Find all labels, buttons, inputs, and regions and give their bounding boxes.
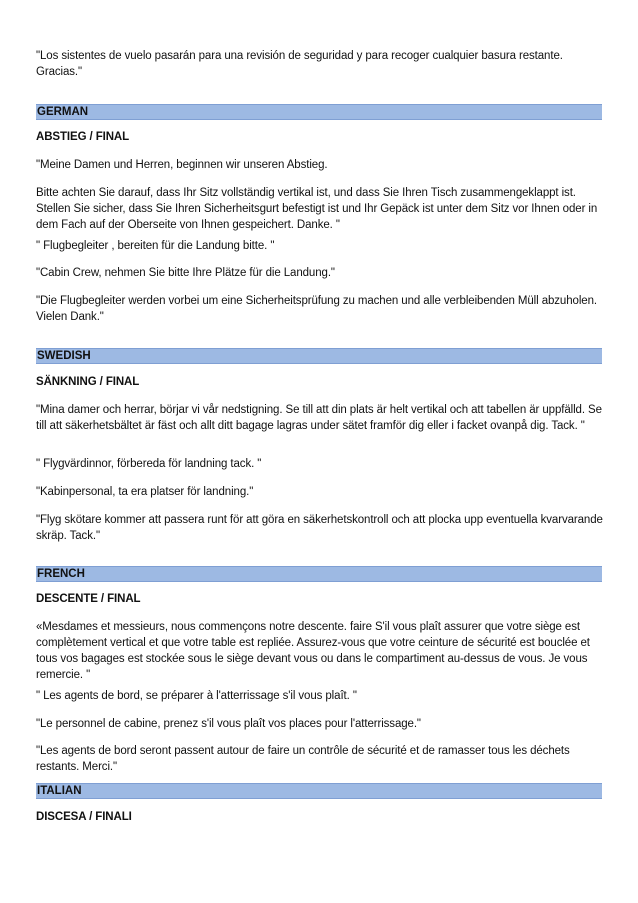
french-paragraph-3: "Le personnel de cabine, prenez s'il vous plaît vos places pour l'atterrissage." bbox=[36, 718, 421, 730]
french-paragraph-1: «Mesdames et messieurs, nous commençons notre descente. faire S'il vous plaît assurer que votre siège est complètement vertical et que votre table est repliée. Assurez-vous que votre ceinture de sécurité est bouclée et tous vos bagages est stockée sous le siège devant vous ou dans le compartiment au-dessus de vous. Je vous remercie. " bbox=[36, 621, 590, 681]
swedish-paragraph-1: "Mina damer och herrar, börjar vi vår nedstigning. Se till att din plats är helt vertikal och att tabellen är uppfälld. Se till att säkerhetsbältet är fäst och allt ditt bagage lagras under sätet framför dig eller i facket ovanpå dig. Tack. " bbox=[36, 404, 602, 432]
french-paragraph-4: "Les agents de bord seront passent autour de faire un contrôle de sécurité et de ramasser tous les déchets restants. Merci." bbox=[36, 745, 570, 773]
section-header-swedish: SWEDISH bbox=[36, 348, 602, 364]
german-paragraph-5: "Die Flugbegleiter werden vorbei um eine Sicherheitsprüfung zu machen und alle verbleibenden Müll abzuholen. Vielen Dank." bbox=[36, 295, 597, 323]
french-paragraph-2: " Les agents de bord, se préparer à l'atterrissage s'il vous plaît. " bbox=[36, 690, 357, 702]
german-paragraph-3: " Flugbegleiter , bereiten für die Landung bitte. " bbox=[36, 240, 275, 252]
section-header-italian: ITALIAN bbox=[36, 783, 602, 799]
swedish-paragraph-3: "Kabinpersonal, ta era platser för landning." bbox=[36, 486, 254, 498]
spanish-closing-paragraph: "Los sistentes de vuelo pasarán para una revisión de seguridad y para recoger cualquier basura restante. Gracias." bbox=[36, 50, 563, 78]
section-header-german: GERMAN bbox=[36, 104, 602, 120]
swedish-title: SÄNKNING / FINAL bbox=[36, 376, 140, 388]
german-paragraph-2: Bitte achten Sie darauf, dass Ihr Sitz vollständig vertikal ist, und dass Sie Ihren Tisch zusammengeklappt ist. Stellen Sie sicher, dass Sie Ihren Sicherheitsgurt befestigt ist und Ihr Gepäck ist unter dem Sitz vor Ihnen oder in dem Fach auf der Oberseite von Ihnen gespeichert. Danke. " bbox=[36, 187, 598, 231]
german-title: ABSTIEG / FINAL bbox=[36, 131, 130, 143]
swedish-paragraph-2: " Flygvärdinnor, förbereda för landning tack. " bbox=[36, 458, 262, 470]
french-title: DESCENTE / FINAL bbox=[36, 593, 141, 605]
swedish-paragraph-4: "Flyg skötare kommer att passera runt för att göra en säkerhetskontroll och att plocka upp eventuella kvarvarande skräp. Tack." bbox=[36, 514, 603, 542]
section-header-french: FRENCH bbox=[36, 566, 602, 582]
italian-title: DISCESA / FINALI bbox=[36, 811, 132, 823]
german-paragraph-1: "Meine Damen und Herren, beginnen wir unseren Abstieg. bbox=[36, 159, 328, 171]
german-paragraph-4: "Cabin Crew, nehmen Sie bitte Ihre Plätze für die Landung." bbox=[36, 267, 335, 279]
